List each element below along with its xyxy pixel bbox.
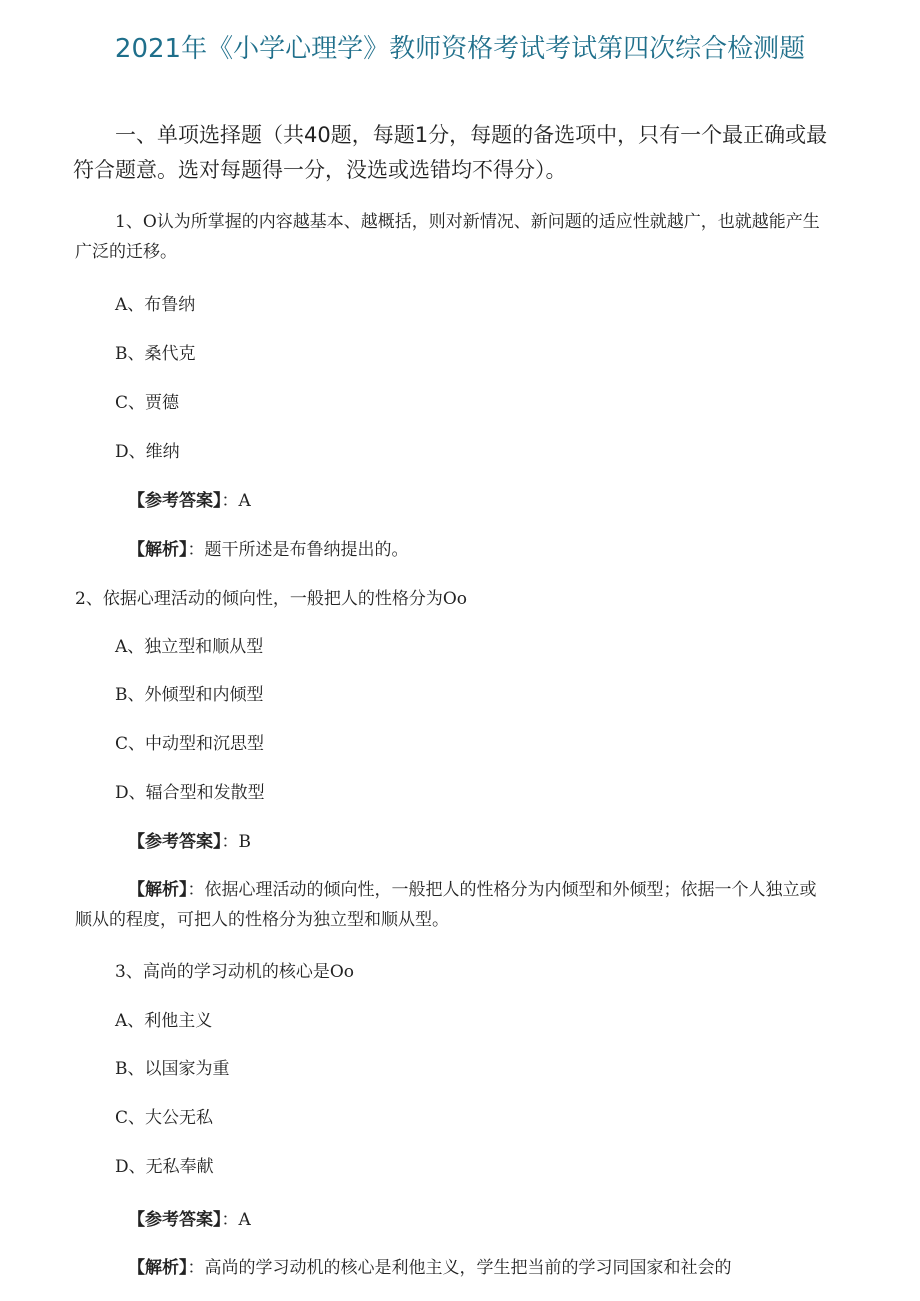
question-3-option-a: A、利他主义 — [115, 1011, 213, 1031]
analysis-label: 【解析】 — [128, 880, 188, 900]
question-2-answer — [128, 827, 251, 857]
answer-label: 【参考答案】 — [128, 832, 222, 852]
question-2-option-a: A、独立型和顺从型 — [115, 637, 264, 657]
question-2-analysis — [75, 875, 833, 935]
answer-value: ：A — [221, 1210, 251, 1230]
question-3-option-b: B、以国家为重 — [115, 1059, 230, 1079]
question-1-option-c: C、贾德 — [115, 393, 180, 413]
question-3-option-d: D、无私奉献 — [115, 1157, 214, 1177]
answer-label: 【参考答案】 — [128, 1210, 222, 1230]
analysis-text: ：题干所述是布鲁纳提出的。 — [187, 540, 409, 560]
question-2-option-d: D、辐合型和发散型 — [115, 783, 265, 803]
question-1-option-a: A、布鲁纳 — [115, 295, 196, 315]
question-1-analysis — [128, 535, 409, 565]
question-2-option-c: C、中动型和沉思型 — [115, 734, 265, 754]
analysis-label: 【解析】 — [128, 540, 188, 560]
question-2-stem: 2、依据心理活动的倾向性，一般把人的性格分为Oo — [75, 589, 467, 609]
question-1-stem: 1、O认为所掌握的内容越基本、越概括，则对新情况、新问题的适应性就越广，也就越能产生广泛的迁移。 — [75, 212, 820, 262]
analysis-label: 【解析】 — [128, 1258, 188, 1278]
analysis-text: ：高尚的学习动机的核心是利他主义，学生把当前的学习同国家和社会的 — [187, 1258, 732, 1278]
question-3-analysis — [128, 1253, 732, 1283]
question-3-answer — [128, 1205, 251, 1235]
question-3-stem: 3、高尚的学习动机的核心是Oo — [115, 962, 354, 982]
question-1-option-d: D、维纳 — [115, 442, 180, 462]
answer-label: 【参考答案】 — [128, 491, 222, 511]
analysis-text: ：依据心理活动的倾向性，一般把人的性格分为内倾型和外倾型；依据一个人独立或顺从的程度，可把人的性格分为独立型和顺从型。 — [75, 880, 817, 930]
answer-value: ：A — [221, 491, 251, 511]
question-1-answer — [128, 486, 251, 516]
question-1-option-b: B、桑代克 — [115, 344, 196, 364]
document-title: 2021年《小学心理学》教师资格考试考试第四次综合检测题 — [114, 34, 806, 64]
question-3-option-c: C、大公无私 — [115, 1108, 214, 1128]
section-intro: 一、单项选择题（共40题，每题1分，每题的备选项中，只有一个最正确或最符合题意。选对每题得一分，没选或选错均不得分）。 — [73, 123, 828, 182]
question-2-option-b: B、外倾型和内倾型 — [115, 685, 264, 705]
answer-value: ：B — [221, 832, 251, 852]
